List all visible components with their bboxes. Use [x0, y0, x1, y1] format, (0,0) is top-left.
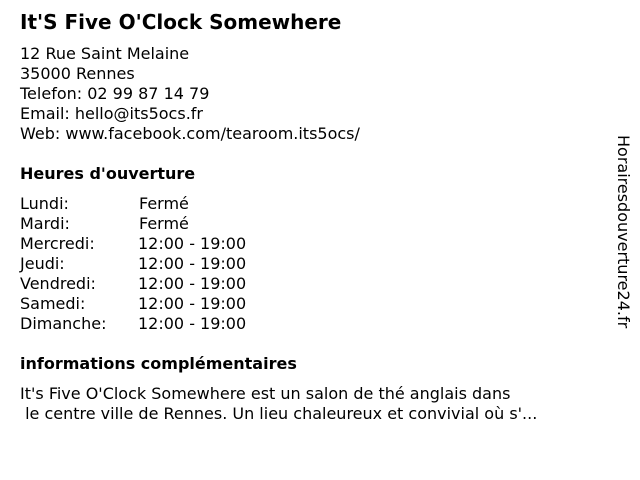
hours-time: 12:00 - 19:00 — [138, 234, 247, 253]
hours-time: Fermé — [139, 214, 189, 233]
description-text — [20, 384, 537, 424]
hours-time: 12:00 - 19:00 — [138, 274, 247, 293]
address-city: 35000 Rennes — [20, 64, 135, 83]
hours-time: 12:00 - 19:00 — [138, 314, 247, 333]
email-address: Email: hello@its5ocs.fr — [20, 104, 203, 123]
address-street: 12 Rue Saint Melaine — [20, 44, 190, 63]
site-watermark: Horairesdouverture24.fr — [614, 135, 633, 329]
business-name: It'S Five O'Clock Somewhere — [20, 10, 342, 34]
hours-day: Dimanche: — [20, 314, 107, 333]
description-line: It's Five O'Clock Somewhere est un salon de thé anglais dans — [20, 384, 511, 403]
opening-hours-heading: Heures d'ouverture — [20, 164, 196, 183]
additional-info-heading: informations complémentaires — [20, 354, 297, 373]
hours-time: 12:00 - 19:00 — [138, 254, 247, 273]
website-url: Web: www.facebook.com/tearoom.its5ocs/ — [20, 124, 360, 143]
description-line: le centre ville de Rennes. Un lieu chaleureux et convivial où s'... — [20, 404, 538, 423]
hours-day: Jeudi: — [20, 254, 65, 273]
hours-time: 12:00 - 19:00 — [138, 294, 247, 313]
hours-day: Mardi: — [20, 214, 70, 233]
contact-block — [20, 44, 360, 144]
hours-day: Samedi: — [20, 294, 86, 313]
phone-number: Telefon: 02 99 87 14 79 — [20, 84, 210, 103]
hours-day: Vendredi: — [20, 274, 96, 293]
hours-time: Fermé — [139, 194, 189, 213]
hours-day: Mercredi: — [20, 234, 95, 253]
hours-day: Lundi: — [20, 194, 69, 213]
